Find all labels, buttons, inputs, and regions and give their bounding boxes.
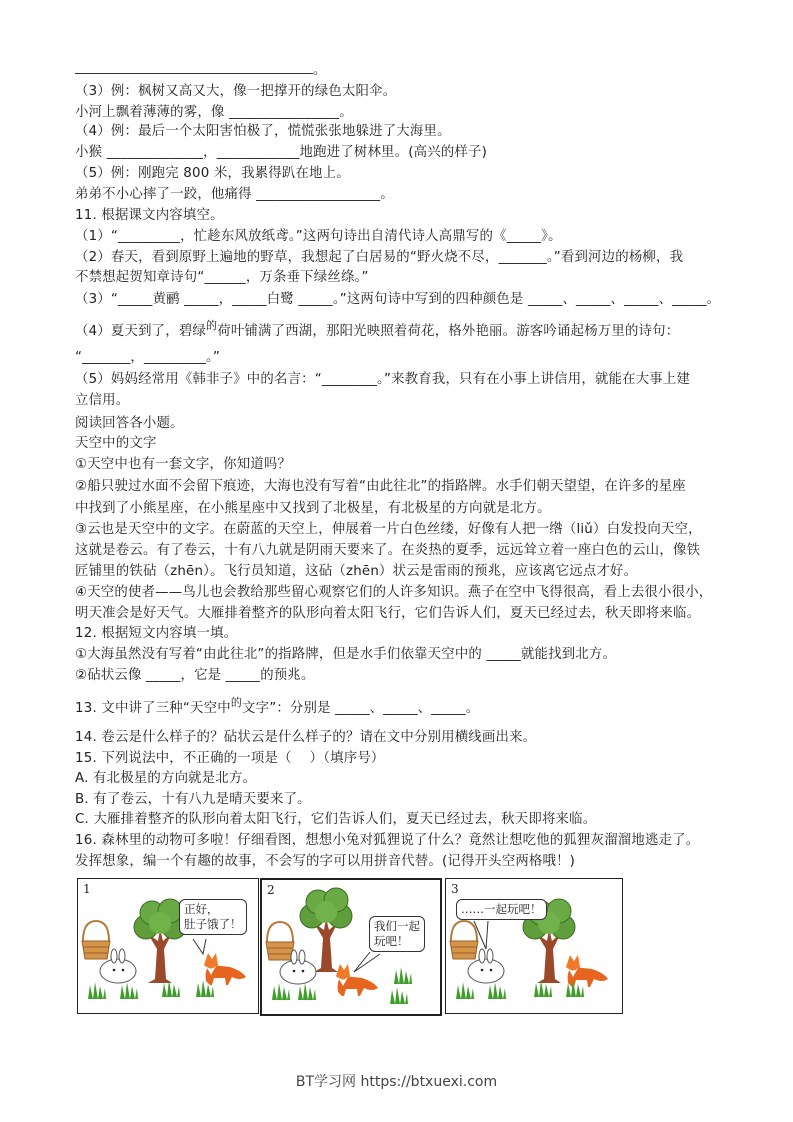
basket-icon [450, 921, 478, 959]
text: 的 [206, 319, 218, 332]
panel-number: 2 [267, 883, 275, 897]
exercise-4: 小猴 ______________，____________地跑进了树林里。(高兴的样子) [75, 145, 488, 160]
text: 。 [313, 63, 327, 78]
q11-2-cont: 不禁想起贺知章诗句“______，万条垂下绿丝绦。” [75, 270, 369, 285]
bubble-text: 肚子饿了！ [184, 917, 242, 931]
reading-instruction: 阅读回答各小题。 [75, 416, 184, 431]
text: 13. 文中讲了三种“天空中 [75, 701, 231, 716]
fox-icon [204, 953, 246, 985]
fox-icon [566, 955, 608, 987]
footer-watermark: BT学习网 https://btxuexi.com [295, 1074, 498, 1090]
speech-bubble [179, 899, 247, 935]
example-3: （3）例：枫树又高又大，像一把撑开的绿色太阳伞。 [75, 84, 397, 99]
comic-panel-3 [445, 878, 623, 1014]
tree-icon [300, 888, 352, 972]
bubble-text: 正好， [184, 902, 219, 916]
bubble-text: 玩吧！ [374, 934, 409, 948]
question-16-cont: 发挥想象，编一个有趣的故事，不会写的字可以用拼音代替。(记得开头空两格哦！) [75, 854, 576, 869]
exercise-5: 弟弟不小心摔了一跤，他痛得 __________________。 [75, 187, 394, 202]
question-11: 11. 根据课文内容填空。 [75, 208, 224, 223]
bubble-text: 我们一起 [374, 919, 420, 933]
answer-line [75, 61, 327, 80]
q11-4 [75, 319, 680, 341]
passage-p3-cont: 这就是卷云。有了卷云，十有八九就是阴雨天要来了。在炎热的夏季，远远耸立着一座白色的云山，像铁 [75, 543, 701, 558]
q11-5-cont: 立信用。 [75, 393, 130, 408]
question-14: 14. 卷云是什么样子的？砧状云是什么样子的？请在文中分别用横线画出来。 [75, 730, 537, 745]
exercise-3: 小河上飘着薄薄的雾，像 ________________。 [75, 105, 353, 120]
question-16: 16. 森林里的动物可多啦！仔细看图，想想小兔对狐狸说了什么？竟然让想吃他的狐狸灰溜溜地逃走了。 [75, 833, 700, 848]
option-b: B. 有了卷云，十有八九是晴天要来了。 [75, 792, 311, 807]
q11-1: （1）“_________，忙趁东风放纸鸢。”这两句诗出自清代诗人高鼎写的《_____》。 [75, 229, 562, 244]
speech-bubble [369, 916, 425, 952]
speech-bubble [456, 899, 547, 920]
q12-2: ②砧状云像 _____，它是 _____的预兆。 [75, 668, 315, 683]
passage-title: 天空中的文字 [75, 436, 157, 451]
passage-p1: ①天空中也有一套文字，你知道吗？ [75, 457, 292, 472]
text: 文字”：分别是 _____、_____、_____。 [242, 701, 480, 716]
basket-icon [82, 921, 110, 959]
passage-p2: ②船只驶过水面不会留下痕迹，大海也没有写着“由此往北”的指路牌。水手们朝天望望，在许多的星座 [75, 479, 686, 494]
comic-panel-2 [260, 878, 442, 1016]
bubble-text: ……一起玩吧！ [461, 902, 542, 916]
q11-2: （2）春天，看到原野上遍地的野草，我想起了白居易的“野火烧不尽，_______。”看到河边的杨柳，我 [75, 250, 684, 265]
passage-p3-cont2: 匠铺里的铁砧（zhēn）。飞行员知道，这砧（zhēn）状云是雷雨的预兆，应该离它远点才好。 [75, 564, 638, 579]
basket-icon [266, 922, 294, 960]
text: （4）夏天到了，碧绿 [75, 324, 207, 339]
text: 的 [230, 696, 243, 709]
question-15: 15. 下列说法中，不正确的一项是（ ）（填序号） [75, 751, 385, 766]
question-13 [75, 696, 480, 718]
q11-4-blanks: “_______，_________。” [75, 350, 221, 365]
q11-5: （5）妈妈经常用《韩非子》中的名言：“________。”来教育我，只有在小事上讲信用，就能在大事上建 [75, 372, 691, 387]
passage-p3: ③云也是天空中的文字。在蔚蓝的天空上，伸展着一片白色丝缕，好像有人把一绺（liǔ）白发投向天空， [75, 522, 702, 537]
panel-number: 3 [451, 882, 459, 896]
panel-number: 1 [83, 882, 91, 896]
option-c: C. 大雁排着整齐的队形向着太阳飞行，它们告诉人们，夏天已经过去，秋天即将来临。 [75, 812, 597, 827]
passage-p4-cont: 明天准会是好天气。大雁排着整齐的队形向着太阳飞行，它们告诉人们，夏天已经过去，秋天即将来临。 [75, 606, 701, 621]
passage-p4: ④天空的使者——鸟儿也会教给那些留心观察它们的人许多知识。燕子在空中飞得很高，看上去很小很小， [75, 585, 713, 600]
text: 荷叶铺满了西湖，那阳光映照着荷花，格外艳丽。游客吟诵起杨万里的诗句： [217, 324, 680, 339]
comic-panel-1 [77, 878, 259, 1014]
q11-3: （3）“_____黄鹂 _____，_____白鹭 _____。”这两句诗中写到的四种颜色是 _____、_____、_____、_____。 [75, 292, 721, 307]
option-a: A. 有北极星的方向就是北方。 [75, 771, 257, 786]
blank-underline [75, 61, 313, 74]
question-12: 12. 根据短文内容填一填。 [75, 626, 238, 641]
q12-1: ①大海虽然没有写着“由此往北”的指路牌，但是水手们依靠天空中的 _____就能找到北方。 [75, 647, 617, 662]
passage-p2-cont: 中找到了小熊星座，在小熊星座中又找到了北极星，有北极星的方向就是北方。 [75, 501, 551, 516]
example-4: （4）例：最后一个太阳害怕极了，慌慌张张地躲进了大海里。 [75, 124, 451, 139]
example-5: （5）例：刚跑完 800 米，我累得趴在地上。 [75, 166, 350, 181]
